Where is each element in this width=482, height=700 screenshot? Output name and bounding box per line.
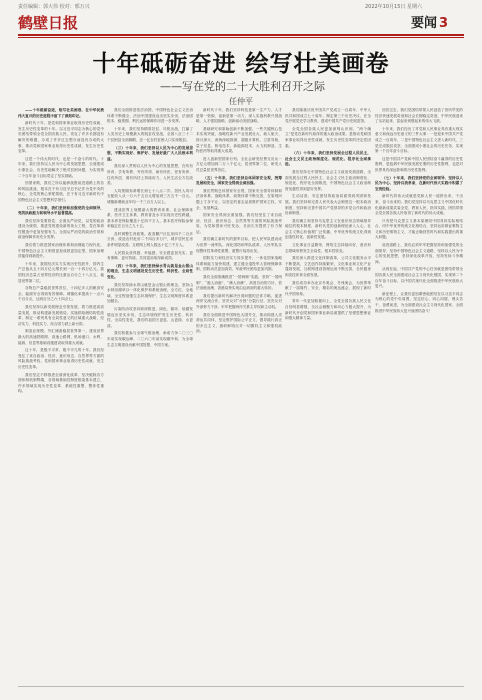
article-paragraph: 我们着力推进国家治理体系和治理能力现代化，中国特色社会主义制度更加成熟更加定型，国家治理效能得到新提升。 — [18, 243, 104, 259]
article-subheading: （三）十年来，我们坚持以人民为中心的发展思想，不断实现好、维护好、发展好最广大人民根本利益。 — [107, 145, 193, 161]
article-paragraph: 人民群众获得感、幸福感、安全感更加充实、更有保障、更可持续，共同富裕取得新成效。 — [107, 250, 193, 261]
bottom-rule — [18, 686, 464, 687]
article-paragraph: 我们隆重庆祝中国共产党成立一百周年、中华人民共和国成立七十周年，制定第三个历史决议，在全党开展党史学习教育，建成中国共产党历史展览馆。 — [285, 108, 371, 124]
article-paragraph: 十年来，我们经历了对党和人民事业具有重大现实意义和深远历史意义的三件大事：一是迎来中国共产党成立一百周年，二是中国特色社会主义进入新时代，三是完成脱贫攻坚、全面建成小康社会的历史任务，实现第一个百年奋斗目标。 — [375, 126, 463, 154]
article-paragraph: 制造业规模、外汇储备稳居世界第一，建成世界最大的高速铁路网、高速公路网，机场港口、水利、能源、信息等基础设施建设取得重大成就。 — [18, 329, 104, 345]
article-paragraph: 青年一代更加积极向上，全党全国各族人民文化自信明显增强，全社会凝聚力和向心力极大提升，为新时代开创党和国家事业新局面提供了坚强思想保证和强大精神力量。 — [285, 299, 371, 321]
article-paragraph: 进入创新型国家行列。全社会研发经费支出从一万亿元增加到二万八千亿元，居世界第二位，研发人员总量居世界首位。 — [196, 156, 282, 172]
article-headline: 十年砥砺奋进 绘写壮美画卷 — [92, 51, 390, 77]
article-paragraph: 我们坚持党要管党、全面从严治党，以党的政治建设为统领，推进党的建设新的伟大工程，党在革命性锻造中更加坚强有力。全面从严治党的政治引领和政治保障作用充分发挥。 — [18, 218, 104, 240]
article-author: 任仲平 — [229, 97, 253, 106]
article-paragraph: 回首过去，我们党团结带领人民创造了世所罕见的经济快速发展奇迹和社会长期稳定奇迹，中华民族迎来了从站起来、富起来到强起来的伟大飞跃。 — [375, 108, 463, 124]
article-paragraph: 我们全面推进中国特色大国外交，推动构建人类命运共同体，坚定维护国际公平正义，倡导践行真正的多边主义，旗帜鲜明反对一切霸权主义和强权政治。 — [196, 312, 282, 334]
masthead-rule — [18, 34, 464, 36]
article-paragraph: 回望来路，我们之所以能够战胜前进道路上的各种风险挑战，根本在于有习近平总书记作为党中央的核心、全党的核心掌舵领航，在于有习近平新时代中国特色社会主义思想科学指引。 — [18, 181, 104, 202]
masthead — [18, 12, 464, 34]
article-paragraph: 新时代十年，是党和国家事业取得历史性成就、发生历史性变革的十年。以习近平同志为核心的党中央团结带领全党全国各族人民，攻克了许多长期没有解决的难题，办成了许多过去想办而没有办成的大事，推动党和国家事业取得历史性成就、发生历史性变革。 — [18, 121, 104, 154]
article-subheading: （二）十年来，我们坚持和加强党的全面领导，党的执政能力和领导水平显著提高。 — [18, 205, 104, 216]
article-paragraph: 新征程上，让我们更加紧密地团结在以习近平同志为核心的党中央周围，坚定信心、同心同德，埋头苦干、奋勇前进，为全面建设社会主义现代化国家、全面推进中华民族伟大复兴而团结奋斗！ — [375, 291, 463, 313]
article-column-4 — [285, 108, 371, 682]
article-paragraph: 新时代十年，我们坚持科技是第一生产力、人才是第一资源、创新是第一动力，深入实施科教兴国战略、人才强国战略、创新驱动发展战略。 — [196, 108, 282, 124]
article-paragraph: 十年来，我们坚持精准扶贫、尽锐出战，打赢了人类历史上规模最大的脱贫攻坚战，全国八百三十二个贫困县全部摘帽，近一亿农村贫困人口实现脱贫。 — [107, 126, 193, 142]
article-paragraph: 新时代的伟大成就是党和人民一道拼出来、干出来、奋斗出来的。我们党坚持以马克思主义中国化时代化最新成果武装全党、教育人民、指导实践，团结带领全党全国各族人民取得了新时代的伟大成就。 — [375, 194, 463, 216]
article-paragraph: 我们确立和坚持马克思主义在意识形态领域指导地位的根本制度，新时代党的创新理论深入人心，社会主义核心价值观广泛传播，中华优秀传统文化得到创造性转化、创新性发展。 — [285, 218, 371, 240]
article-paragraph: 这是一个伟大的时代，也是一个奋斗的时代。十年来，我们坚持以人民为中心的发展思想，全面建成小康社会，历史性地解决了绝对贫困问题，为实现第二个百年奋斗目标奠定了坚实基础。 — [18, 156, 104, 178]
article-paragraph: 这十年，是极不寻常、极不平凡的十年。我们经受住了来自政治、经济、意识形态、自然界等方面的风险挑战考验，党和国家事业取得历史性成就、发生历史性变革。 — [18, 348, 104, 369]
article-subheading: （四）十年来，我们坚持绿水青山就是金山银山的理念，生态文明建设发生历史性、转折性、全局性变化。 — [107, 263, 193, 280]
article-paragraph: 人均预期寿命增长到七十八点二岁。居民人均可支配收入从一万六千五百元增加到三万五千一百元。城镇新增就业年均一千三百万人以上。 — [107, 188, 193, 204]
article-paragraph: 文化事业日益繁荣，网络生态持续向好，意识形态领域形势发生全局性、根本性转变。 — [285, 243, 371, 253]
article-subheading: ——十年砥砺奋进，绘写壮美画卷，在中华民族伟大复兴的历史进程中留下了深刻印记。 — [18, 108, 104, 118]
article-paragraph: 及时调整生育政策。改造棚户区住房四千二百多万套，改造农村危房二千四百多万户，城乡居民住房条件明显改善。互联网上网人数达十亿三千万人。 — [107, 231, 193, 248]
article-paragraph: 全党全国各族人民更加深刻认识到，“两个确立”是党在新时代取得的重大政治成果，是推动党和国家事业取得历史性成就、发生历史性变革的决定性因素。 — [285, 126, 371, 148]
article-column-1 — [18, 108, 104, 682]
article-paragraph: 建成世界上规模最大的教育体系、社会保障体系、医疗卫生体系，教育普及水平实现历史性跨越，基本养老保险覆盖十亿四千万人，基本医疗保险参保率稳定在百分之九十五。 — [107, 207, 193, 229]
article-paragraph: 我们成功举办北京冬奥会、冬残奥会，为世界奉献了一届简约、安全、精彩的奥运盛会，展现了新时代中国形象。 — [285, 280, 371, 296]
section-name: 要闻 — [410, 16, 437, 31]
article-paragraph: 谷物总产量稳居世界首位，十四亿多人的粮食安全、能源安全得到有效保障。城镇化率提高十一点六个百分点，达到百分之六十四点七。 — [18, 286, 104, 302]
article-paragraph: 生动活泼、安定团结的政治局面得到巩固和发展。我们坚持和完善人民代表大会制度这一根本政治制度，坚持和完善中国共产党领导的多党合作和政治协商制度。 — [285, 194, 371, 216]
article-paragraph: 我们坚定不移推进全面深化改革，坚决破除各方面体制机制弊端，各领域基础性制度框架基本建立，许多领域实现历史性变革、系统性重塑、整体性重构。 — [18, 372, 104, 394]
article-column-5 — [375, 108, 463, 682]
article-column-3 — [196, 108, 282, 682]
article-column-2 — [107, 108, 193, 682]
article-paragraph: 我们深入推进文化体制改革，公共文化服务水平不断提高，文艺创作持续繁荣，文化事业和文化产业蓬勃发展，互联网建设管理运用不断完善，全民健身和竞技体育全面发展。 — [285, 256, 371, 278]
article-paragraph: 基础研究和原始创新不断加强，一些关键核心技术实现突破，战略性新兴产业发展壮大，载人航天、探月探火、深海深地探测、超级计算机、卫星导航、量子信息、核电技术、新能源技术、大飞机制造、生物医药等取得重大成果。 — [196, 126, 282, 154]
article-paragraph: 我们坚持以新发展理念引领发展，着力推进高质量发展，推动构建新发展格局，实施供给侧结构性改革，制定一系列具有全局性意义的区域重大战略，经济实力、科技实力、综合国力跃上新台阶。 — [18, 305, 104, 326]
article-paragraph: 前进道路上，我们必须牢牢把握坚持和加强党的全面领导，坚持中国特色社会主义道路，坚持以人民为中心的发展思想，坚持深化改革开放，坚持发扬斗争精神。 — [375, 243, 463, 264]
article-paragraph: 国防实力和经济实力同步提升，一体化国家战略体系和能力加快构建，建立健全退役军人管理保障体制，国防动员更加高效，军政军民团结更加巩固。 — [196, 256, 282, 272]
article-paragraph: 我们积极参与全球气候治理，承诺力争二〇三〇年前实现碳达峰、二〇六〇年前实现碳中和，为全球生态文明建设贡献中国智慧、中国方案。 — [107, 331, 193, 347]
article-paragraph: 我们提出新时代解决台湾问题的总体方略，促进两岸交流合作，坚决反对“台独”分裂行径，坚决反对外部势力干涉，牢牢把握两岸关系主导权和主动权。 — [196, 293, 282, 309]
article-paragraph: 我们确立新时代的强军目标，把人民军队建设成为世界一流军队，深化国防和军队改革，人民军队实现整体性革命性重塑、重整行装再出发。 — [196, 237, 282, 253]
masthead-rule-thin — [18, 37, 464, 38]
article-paragraph: 我们贯彻总体国家安全观，国家安全领导体制和法治体系、战略体系、政策体系不断完善，在原则问题上寸步不让，以坚定的意志品质维护国家主权、安全、发展利益。 — [196, 188, 282, 210]
article-paragraph: 这是中国共产党和中国人民团结奋斗赢得的历史性胜利，是彪炳中华民族发展史册的历史性胜利，也是对世界具有深远影响的历史性胜利。 — [375, 156, 463, 172]
article-paragraph: 我们坚持走中国特色社会主义政治发展道路，全面发展全过程人民民主，社会主义民主政治制度化、规范化、程序化全面推进，中国特色社会主义政治制度优越性得到更好发挥。 — [285, 169, 371, 191]
section-label — [411, 12, 448, 31]
article-subheading: （七）十年来，我们坚持党的全面领导、坚持以人民为中心、坚持自我革命，在新时代伟大实践中积累了宝贵经验。 — [375, 175, 463, 191]
page-meta-right: 2022年10月15日 星期六 — [364, 4, 422, 10]
article-paragraph: 只有把马克思主义基本原理同中国具体实际相结合、同中华优秀传统文化相结合，坚持运用辩证唯物主义和历史唯物主义，才能正确回答时代和实践提出的重大问题。 — [375, 218, 463, 240]
article-paragraph: 污染防治攻坚向纵深推进，绿色、循环、低碳发展迈出坚实步伐，生态环境保护发生历史性、转折性、全局性变化，我们的祖国天更蓝、山更绿、水更清。 — [107, 307, 193, 328]
newspaper-logo: 鹤壁日报 — [18, 14, 79, 32]
article-paragraph: 十年来，我国经济实力实现历史性跃升，国内生产总值从五十四万亿元增长到一百一十四万亿元，我国经济总量占世界经济的比重达百分之十八点五，稳居世界第二位。 — [18, 261, 104, 283]
article-paragraph: 从现在起，中国共产党的中心任务就是团结带领全国各族人民全面建成社会主义现代化强国、实现第二个百年奋斗目标，以中国式现代化全面推进中华民族伟大复兴。 — [375, 267, 463, 289]
article-paragraph: 我们坚持绿水青山就是金山银山的理念，坚持山水林田湖草沙一体化保护和系统治理，全方位、全地域、全过程加强生态环境保护，生态文明制度体系更加健全。 — [107, 282, 193, 304]
page-number: 3 — [438, 16, 448, 31]
article-subheading: （五）十年来，我们坚持总体国家安全观，统筹发展和安全，国家安全得到全面加强。 — [196, 175, 282, 186]
article-subheading: （六）十年来，我们坚持发展全过程人民民主，社会主义民主政治制度化、规范化、程序化全面推进。 — [285, 151, 371, 167]
article-paragraph: 国家安全得到全面加强。我们经受住了来自政治、经济、意识形态、自然界等方面的风险挑战考验，为党和国家兴旺发达、长治久安提供了有力保证。 — [196, 213, 282, 234]
article-paragraph: 我们深入贯彻以人民为中心的发展思想，在幼有所育、学有所教、劳有所得、病有所医、老有所养、住有所居、弱有所扶上持续用力，人民生活全方位改善。 — [107, 164, 193, 186]
article-paragraph: 我们全面推进依法治国，中国特色社会主义法治体系不断健全，法治中国建设迈出坚实步伐，法治固根本、稳预期、利长远的保障作用进一步发挥。 — [107, 108, 193, 124]
article-paragraph: 我们全面准确推进“一国两制”实践，坚持“一国两制”、“港人治港”、“澳人治澳”、高度自治的方针，依法治港治澳，香港局势实现由乱到治的重大转折。 — [196, 275, 282, 291]
page-meta-left: 责任编辑：郭大伟 校对：邢万兴 — [18, 4, 90, 10]
article-subtitle: ——写在党的二十大胜利召开之际 — [160, 80, 325, 93]
